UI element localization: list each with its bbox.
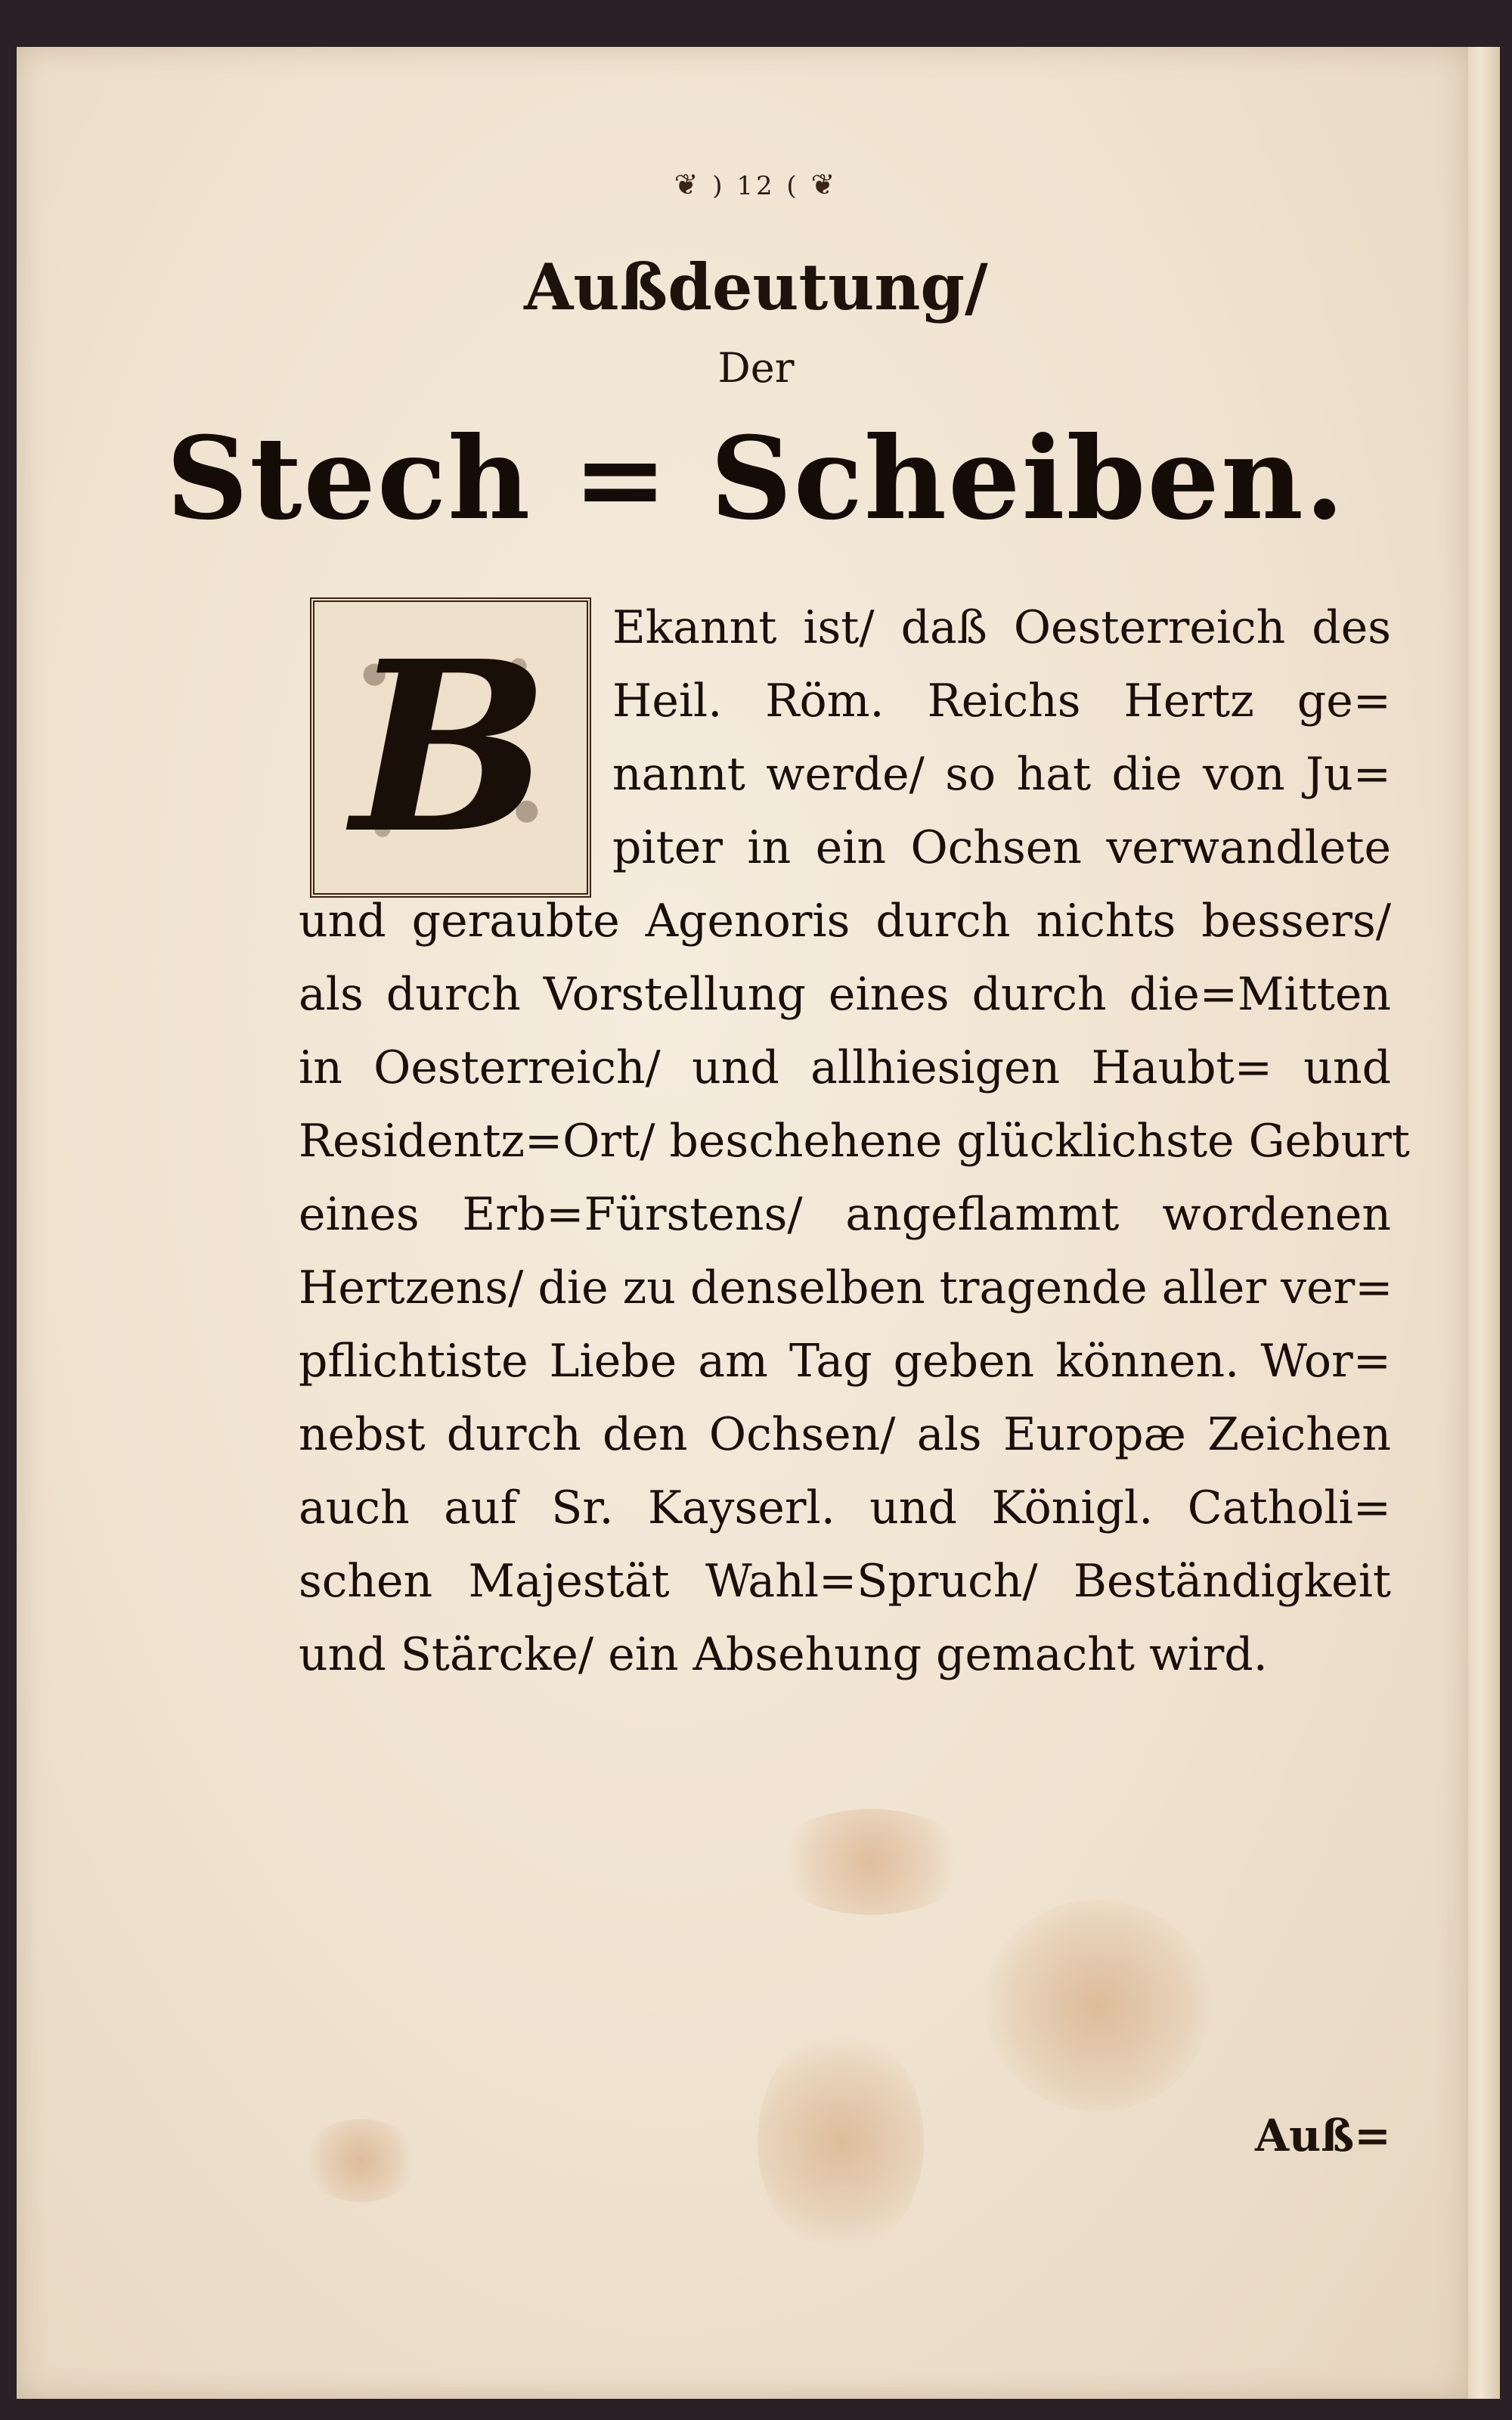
text-line: in Oesterreich/ und allhiesigen Haubt= und: [299, 1041, 1391, 1094]
fleuron-icon: ❦: [674, 168, 702, 201]
page-edge: [1468, 47, 1500, 2399]
text-line: piter in ein Ochsen verwandlete: [612, 821, 1391, 874]
text-line: schen Majestät Wahl=Spruch/ Beständigkeit: [299, 1555, 1391, 1608]
foxing-stain: [304, 2119, 417, 2202]
text-line: als durch Vorstellung eines durch die=Mitten: [299, 968, 1391, 1021]
text-line: Residentz=Ort/ beschehene glücklichste Geburt: [299, 1115, 1410, 1168]
text-line: eines Erb=Fürstens/ angeflammt wordenen: [299, 1188, 1391, 1241]
text-line: Ekannt ist/ daß Oesterreich des: [612, 601, 1391, 654]
text-line: und Stärcke/ ein Absehung gemacht wird.: [299, 1628, 1268, 1681]
text-line: Heil. Röm. Reichs Hertz ge=: [612, 675, 1391, 728]
text-line: nebst durch den Ochsen/ als Europæ Zeichen: [299, 1408, 1391, 1461]
text-line: pflichtiste Liebe am Tag geben können. Wor=: [299, 1335, 1391, 1388]
text-line: und geraubte Agenoris durch nichts bessers/: [299, 895, 1391, 948]
heading-main: Stech = Scheiben.: [166, 412, 1346, 545]
text-line: nannt werde/ so hat die von Ju=: [612, 748, 1391, 801]
foxing-stain: [758, 2028, 924, 2255]
heading-title: Außdeutung/: [524, 250, 988, 324]
fleuron-icon: ❦: [810, 168, 838, 201]
catchword: Auß=: [1255, 2110, 1391, 2161]
decorated-initial: [310, 597, 591, 898]
initial-letter: B: [351, 610, 550, 886]
page-number: ) 12 (: [712, 171, 800, 201]
foxing-stain: [773, 1809, 969, 1915]
text-line: Hertzens/ die zu denselben tragende aller ver=: [299, 1261, 1393, 1314]
running-head: [0, 168, 1512, 201]
foxing-stain: [984, 1900, 1211, 2111]
heading-subtitle: Der: [717, 344, 795, 392]
text-line: auch auf Sr. Kayserl. und Königl. Catholi=: [299, 1481, 1391, 1534]
